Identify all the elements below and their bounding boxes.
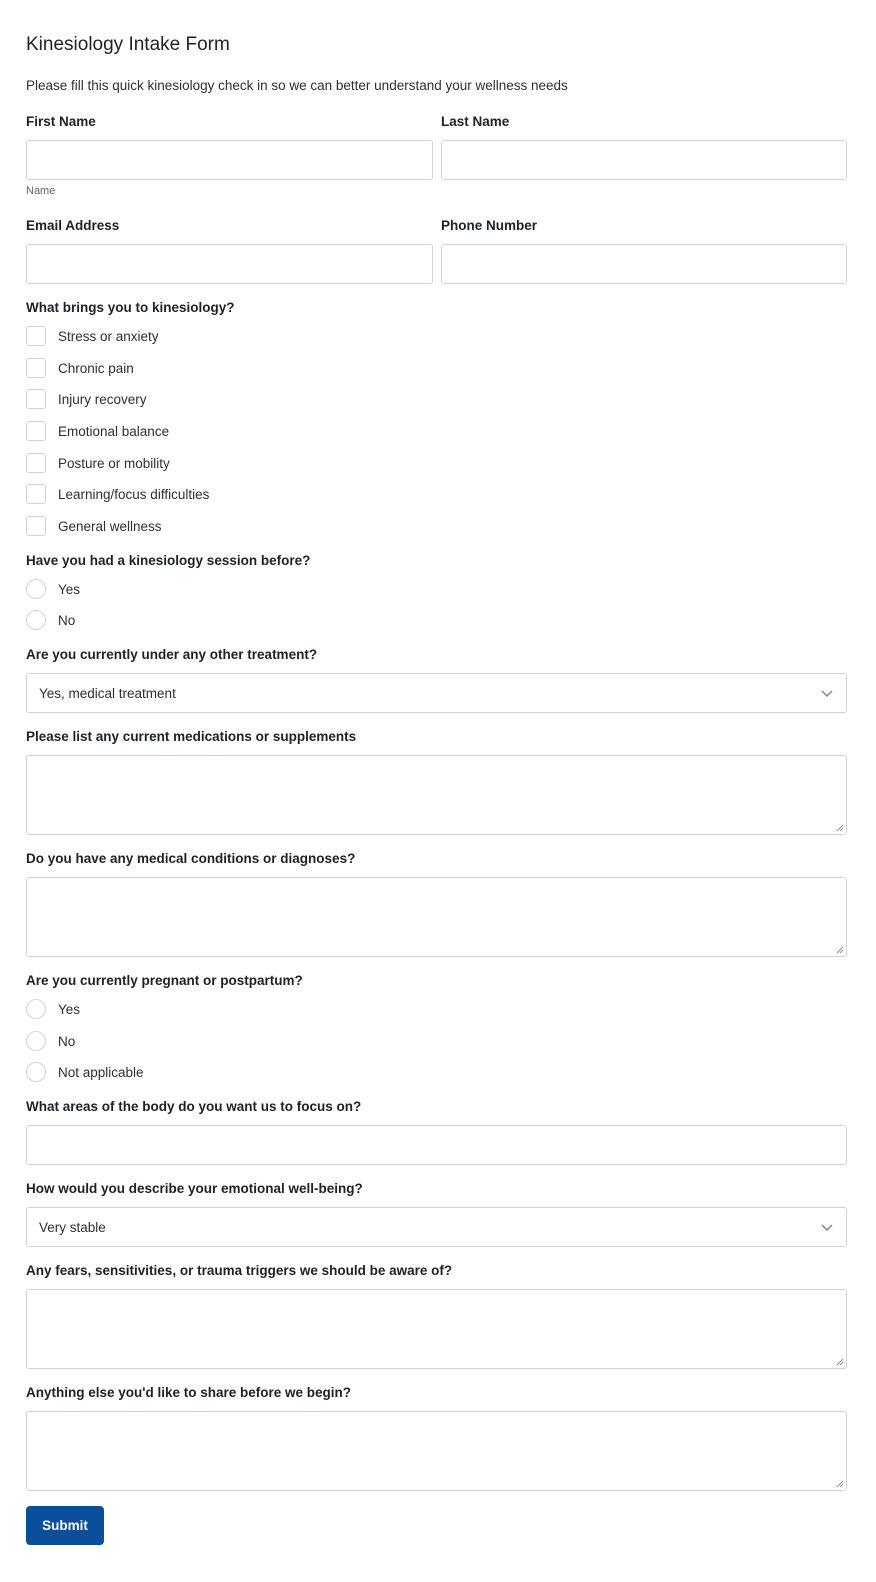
conditions-label: Do you have any medical conditions or diagnoses? bbox=[26, 851, 356, 866]
reason-option-label: Learning/focus difficulties bbox=[58, 486, 210, 502]
reason-option[interactable] bbox=[26, 388, 147, 410]
reason-option-label: General wellness bbox=[58, 518, 162, 534]
checkbox[interactable] bbox=[26, 421, 46, 441]
pregnancy-option[interactable] bbox=[26, 1030, 75, 1052]
chevron-down-icon bbox=[820, 1220, 834, 1234]
email-label: Email Address bbox=[26, 218, 120, 233]
radio-button[interactable] bbox=[26, 579, 46, 599]
reason-option[interactable] bbox=[26, 515, 162, 537]
pregnancy-label: Are you currently pregnant or postpartum? bbox=[26, 973, 303, 988]
phone-label: Phone Number bbox=[441, 218, 538, 233]
checkbox[interactable] bbox=[26, 389, 46, 409]
medications-textarea[interactable] bbox=[26, 755, 847, 835]
form-title: Kinesiology Intake Form bbox=[26, 34, 230, 55]
anything-else-label: Anything else you'd like to share before we begin? bbox=[26, 1385, 352, 1400]
name-sublabel: Name bbox=[26, 185, 56, 197]
prior-session-label: Have you had a kinesiology session before? bbox=[26, 553, 311, 568]
reason-option[interactable] bbox=[26, 325, 159, 347]
resize-handle-icon[interactable] bbox=[836, 946, 844, 954]
radio-button[interactable] bbox=[26, 610, 46, 630]
fears-label: Any fears, sensitivities, or trauma triggers we should be aware of? bbox=[26, 1263, 453, 1278]
anything-else-textarea[interactable] bbox=[26, 1411, 847, 1491]
email-input[interactable] bbox=[26, 244, 433, 284]
last-name-input[interactable] bbox=[441, 140, 847, 180]
submit-button[interactable]: Submit bbox=[26, 1506, 104, 1545]
form-description: Please fill this quick kinesiology check in so we can better understand your wellness needs bbox=[26, 78, 568, 93]
pregnancy-option-label: Not applicable bbox=[58, 1064, 144, 1080]
pregnancy-option[interactable] bbox=[26, 1061, 144, 1083]
reason-option-label: Posture or mobility bbox=[58, 455, 170, 471]
reason-option-label: Injury recovery bbox=[58, 391, 147, 407]
checkbox[interactable] bbox=[26, 516, 46, 536]
reason-option[interactable] bbox=[26, 420, 169, 442]
prior-session-option-label: No bbox=[58, 612, 76, 628]
emotional-label: How would you describe your emotional well-being? bbox=[26, 1181, 363, 1196]
reason-option[interactable] bbox=[26, 452, 170, 474]
radio-button[interactable] bbox=[26, 1031, 46, 1051]
resize-handle-icon[interactable] bbox=[836, 1358, 844, 1366]
focus-areas-label: What areas of the body do you want us to focus on? bbox=[26, 1099, 362, 1114]
emotional-value: Very stable bbox=[39, 1219, 106, 1235]
phone-input[interactable] bbox=[441, 244, 847, 284]
reason-option[interactable] bbox=[26, 357, 134, 379]
pregnancy-option-label: Yes bbox=[58, 1001, 81, 1017]
reasons-label: What brings you to kinesiology? bbox=[26, 300, 235, 315]
conditions-textarea[interactable] bbox=[26, 877, 847, 957]
medications-label: Please list any current medications or supplements bbox=[26, 729, 357, 744]
radio-button[interactable] bbox=[26, 999, 46, 1019]
resize-handle-icon[interactable] bbox=[836, 1480, 844, 1488]
checkbox[interactable] bbox=[26, 358, 46, 378]
reason-option-label: Chronic pain bbox=[58, 360, 134, 376]
other-treatment-select[interactable] bbox=[26, 673, 847, 713]
reason-option[interactable] bbox=[26, 483, 209, 505]
pregnancy-option-label: No bbox=[58, 1033, 76, 1049]
resize-handle-icon[interactable] bbox=[836, 824, 844, 832]
checkbox[interactable] bbox=[26, 453, 46, 473]
other-treatment-label: Are you currently under any other treatment? bbox=[26, 647, 318, 662]
reason-option-label: Emotional balance bbox=[58, 423, 170, 439]
fears-textarea[interactable] bbox=[26, 1289, 847, 1369]
prior-session-option[interactable] bbox=[26, 578, 80, 600]
emotional-select[interactable] bbox=[26, 1207, 847, 1247]
other-treatment-value: Yes, medical treatment bbox=[39, 685, 176, 701]
reason-option-label: Stress or anxiety bbox=[58, 328, 159, 344]
pregnancy-option[interactable] bbox=[26, 998, 80, 1020]
checkbox[interactable] bbox=[26, 484, 46, 504]
radio-button[interactable] bbox=[26, 1062, 46, 1082]
prior-session-option-label: Yes bbox=[58, 581, 81, 597]
last-name-label: Last Name bbox=[441, 114, 510, 129]
prior-session-option[interactable] bbox=[26, 609, 75, 631]
focus-areas-input[interactable] bbox=[26, 1125, 847, 1165]
first-name-input[interactable] bbox=[26, 140, 433, 180]
chevron-down-icon bbox=[820, 686, 834, 700]
checkbox[interactable] bbox=[26, 326, 46, 346]
first-name-label: First Name bbox=[26, 114, 96, 129]
